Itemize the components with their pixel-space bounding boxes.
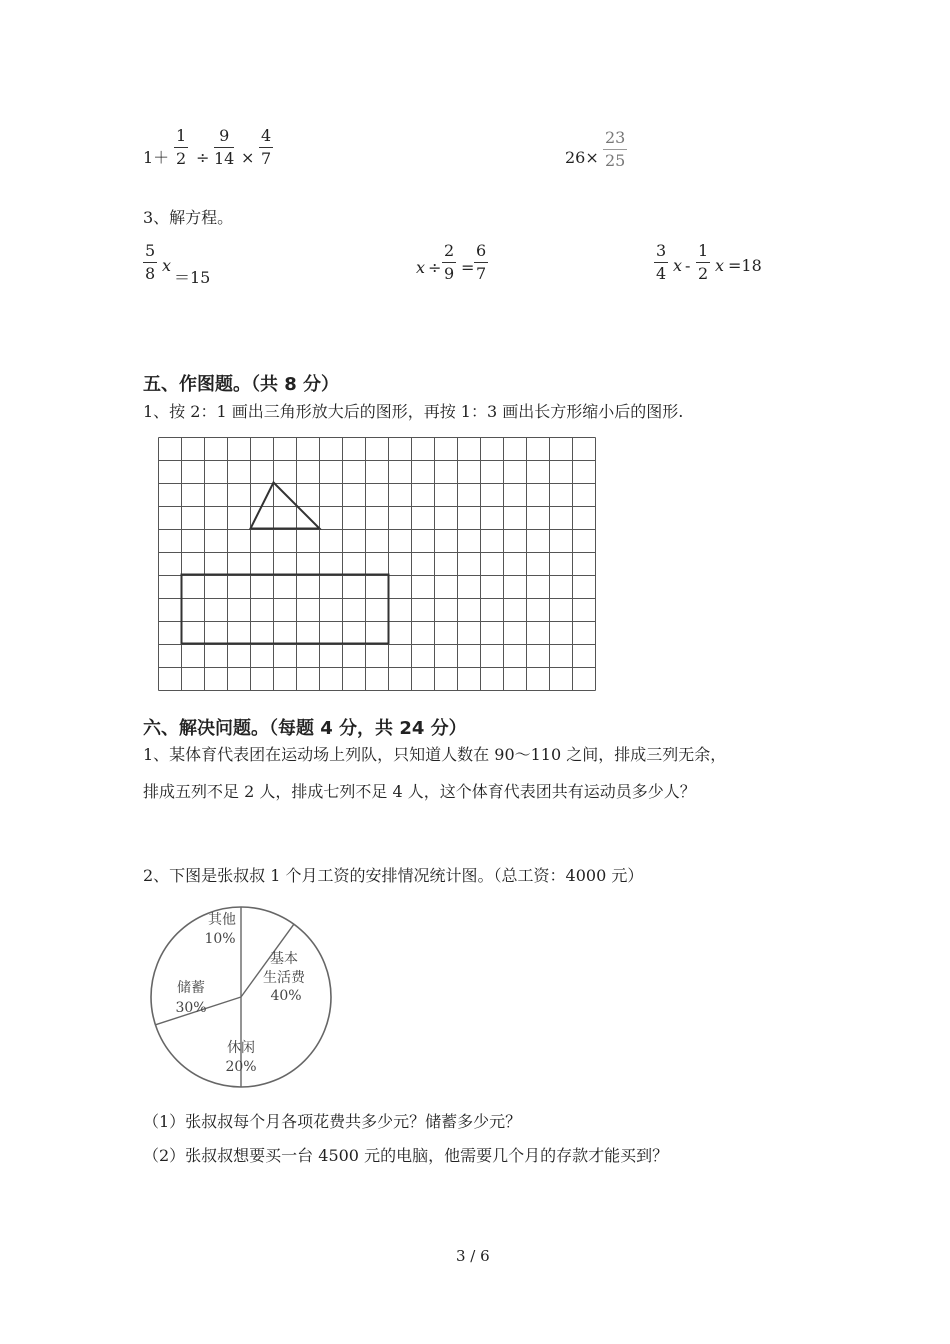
variable-x: x: [416, 258, 426, 277]
fraction-23-25: 23 25: [605, 128, 626, 170]
section-5-heading: 五、作图题。（共 8 分）: [143, 374, 340, 395]
divide-sign: ÷: [196, 148, 210, 167]
slice-label-basic-line-2: 生活费: [263, 970, 305, 986]
sub-question-2: （2）张叔叔想要买一台 4500 元的电脑，他需要几个月的存款才能买到？: [143, 1146, 669, 1165]
section-6-question-1-line-1: 1、某体育代表团在运动场上列队，只知道人数在 90～110 之间，排成三列无余，: [143, 745, 727, 764]
variable-x: x: [715, 256, 725, 275]
slice-label-basic-line-1: 基本: [270, 951, 298, 967]
pie-chart: [145, 900, 345, 1095]
fraction-2-9: 2 9: [444, 241, 455, 283]
section-5-question-1: 1、按 2：1 画出三角形放大后的图形，再按 1：3 画出长方形缩小后的图形.: [143, 402, 684, 421]
slice-percent-leisure: 20%: [225, 1059, 257, 1075]
expr1-lead: 1＋: [143, 148, 170, 167]
slice-label-savings: 储蓄: [177, 980, 205, 996]
fraction-6-7: 6 7: [476, 241, 487, 283]
eq3-rest: =18: [728, 256, 762, 275]
variable-x: x: [673, 256, 683, 275]
section-6-question-1-line-2: 排成五列不足 2 人，排成七列不足 4 人，这个体育代表团共有运动员多少人？: [143, 782, 696, 801]
slice-label-other: 其他: [208, 912, 236, 928]
slice-label-leisure: 休闲: [227, 1040, 255, 1056]
section-3-title: 3、解方程。: [143, 208, 234, 227]
divide-sign: ÷: [428, 258, 442, 277]
section-6-heading: 六、解决问题。（每题 4 分，共 24 分）: [143, 718, 467, 739]
slice-percent-basic: 40%: [270, 988, 302, 1004]
equals-sign: =: [461, 258, 475, 277]
multiply-sign: ×: [241, 148, 255, 167]
triangle-shape: [251, 483, 320, 529]
rectangle-shape: [182, 575, 389, 644]
drawing-grid: [150, 430, 610, 700]
fraction-1-2: 1 2: [176, 126, 187, 168]
fraction-1-2: 1 2: [698, 241, 709, 283]
minus-sign: -: [685, 256, 691, 275]
fraction-9-14: 9 14: [214, 126, 235, 168]
eq1-rest: ＝15: [174, 268, 211, 287]
slice-percent-other: 10%: [204, 931, 236, 947]
fraction-5-8: 5 8: [145, 241, 156, 283]
expr2-lead: 26×: [565, 148, 599, 167]
page-number: 3 / 6: [456, 1247, 490, 1265]
sub-question-1: （1）张叔叔每个月各项花费共多少元？储蓄多少元？: [143, 1112, 522, 1131]
fraction-3-4: 3 4: [656, 241, 667, 283]
fraction-4-7: 4 7: [261, 126, 272, 168]
slice-percent-savings: 30%: [175, 1000, 207, 1016]
section-6-question-2: 2、下图是张叔叔 1 个月工资的安排情况统计图。（总工资：4000 元）: [143, 866, 644, 885]
variable-x: x: [162, 256, 172, 275]
